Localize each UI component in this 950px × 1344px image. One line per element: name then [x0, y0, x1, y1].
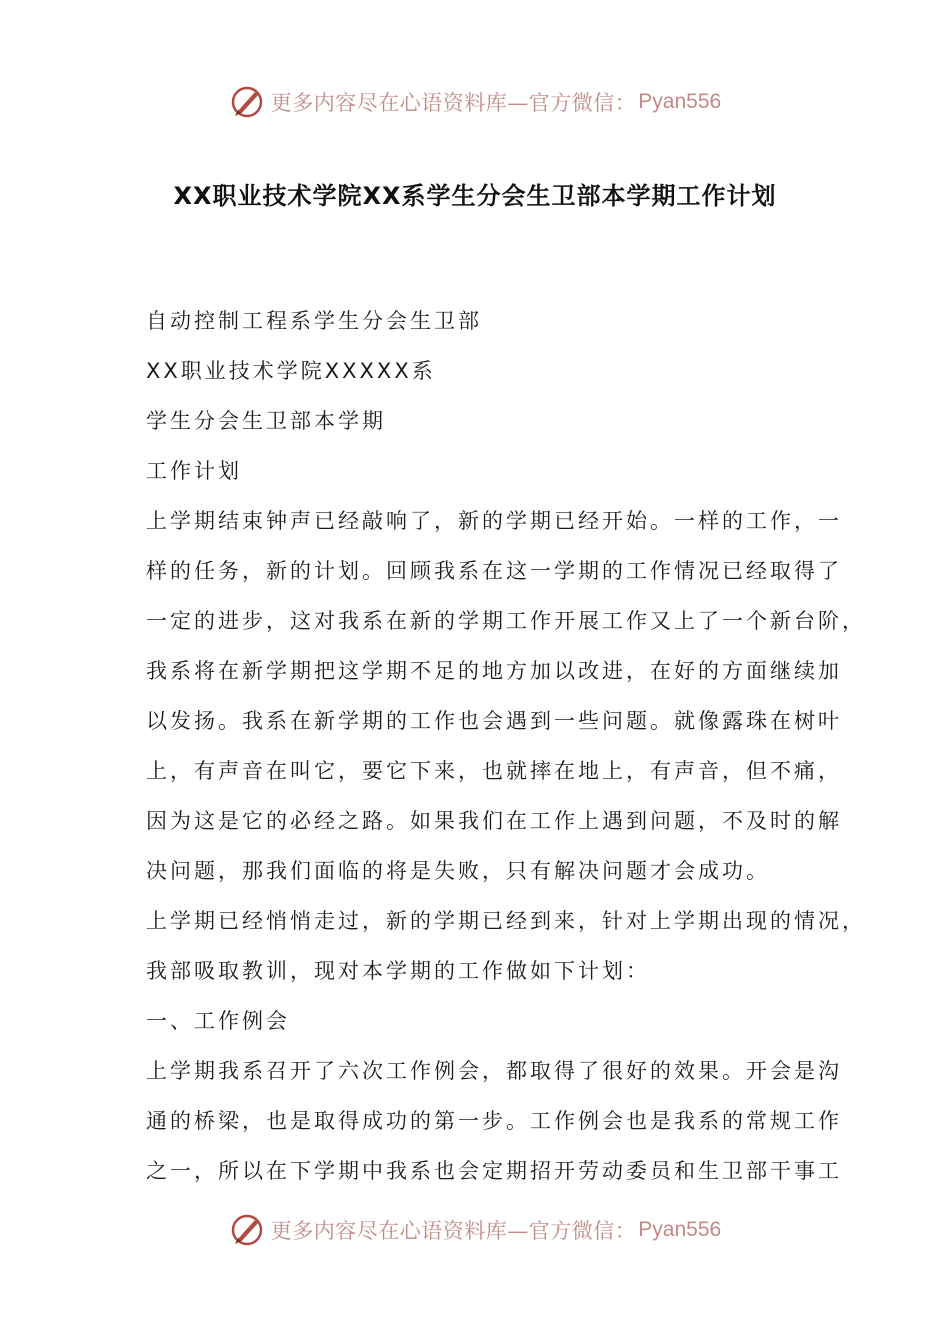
body-line: 工作计划	[146, 459, 242, 483]
body-line: 以发扬。我系在新学期的工作也会遇到一些问题。就像露珠在树叶	[146, 709, 842, 733]
document-title: XX职业技术学院XX系学生分会生卫部本学期工作计划	[173, 182, 777, 210]
pen-logo-icon	[229, 84, 265, 120]
document-body	[146, 296, 866, 1196]
watermark-text: 更多内容尽在心语资料库—官方微信：	[270, 91, 637, 115]
body-line: 样的任务，新的计划。回顾我系在这一学期的工作情况已经取得了	[146, 559, 842, 583]
body-line: 之一，所以在下学期中我系也会定期招开劳动委员和生卫部干事工	[146, 1159, 842, 1183]
body-line: XX职业技术学院XXXXX系	[146, 359, 436, 383]
body-line: 决问题，那我们面临的将是失败，只有解决问题才会成功。	[146, 859, 770, 883]
body-line: 上学期我系召开了六次工作例会，都取得了很好的效果。开会是沟	[146, 1059, 842, 1083]
header-watermark	[0, 82, 950, 122]
watermark-wechat-id: Pyan556	[638, 1218, 722, 1241]
body-line: 通的桥梁，也是取得成功的第一步。工作例会也是我系的常规工作	[146, 1109, 842, 1133]
section-heading: 一、工作例会	[146, 1009, 290, 1033]
body-line: 一定的进步，这对我系在新的学期工作开展工作又上了一个新台阶，	[146, 609, 866, 633]
body-line: 我系将在新学期把这学期不足的地方加以改进，在好的方面继续加	[146, 659, 842, 683]
body-line: 学生分会生卫部本学期	[146, 409, 386, 433]
body-line: 自动控制工程系学生分会生卫部	[146, 309, 482, 333]
pen-logo-icon	[229, 1212, 265, 1248]
footer-watermark	[0, 1210, 950, 1250]
body-line: 上学期结束钟声已经敲响了，新的学期已经开始。一样的工作，一	[146, 509, 842, 533]
body-line: 我部吸取教训，现对本学期的工作做如下计划：	[146, 959, 650, 983]
body-line: 因为这是它的必经之路。如果我们在工作上遇到问题，不及时的解	[146, 809, 842, 833]
watermark-text: 更多内容尽在心语资料库—官方微信：	[270, 1219, 637, 1243]
body-line: 上学期已经悄悄走过，新的学期已经到来，针对上学期出现的情况，	[146, 909, 866, 933]
body-line: 上，有声音在叫它，要它下来，也就摔在地上，有声音，但不痛，	[146, 759, 842, 783]
watermark-wechat-id: Pyan556	[638, 90, 722, 113]
